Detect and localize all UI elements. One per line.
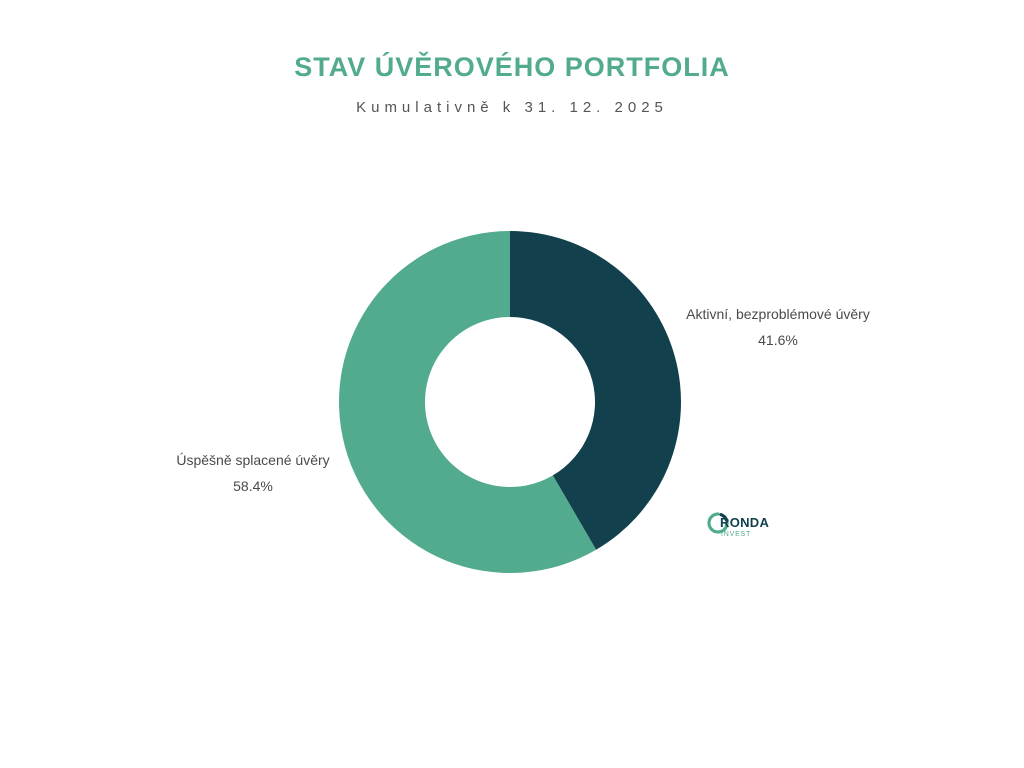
logo-subtext: INVEST	[721, 531, 752, 538]
slice-value-label-1: 58.4%	[233, 478, 273, 494]
slice-label-1: Úspěšně splacené úvěry	[176, 452, 330, 468]
logo-wordmark: RONDA	[720, 515, 770, 530]
slice-value-label-0: 41.6%	[758, 332, 798, 348]
donut-labels	[176, 306, 869, 494]
donut-slices	[339, 231, 681, 573]
chart-subtitle: Kumulativně k 31. 12. 2025	[356, 99, 668, 116]
slice-label-0: Aktivní, bezproblémové úvěry	[686, 306, 870, 322]
ronda-invest-logo	[707, 510, 773, 542]
chart-title: STAV ÚVĚROVÉHO PORTFOLIA	[294, 52, 730, 82]
